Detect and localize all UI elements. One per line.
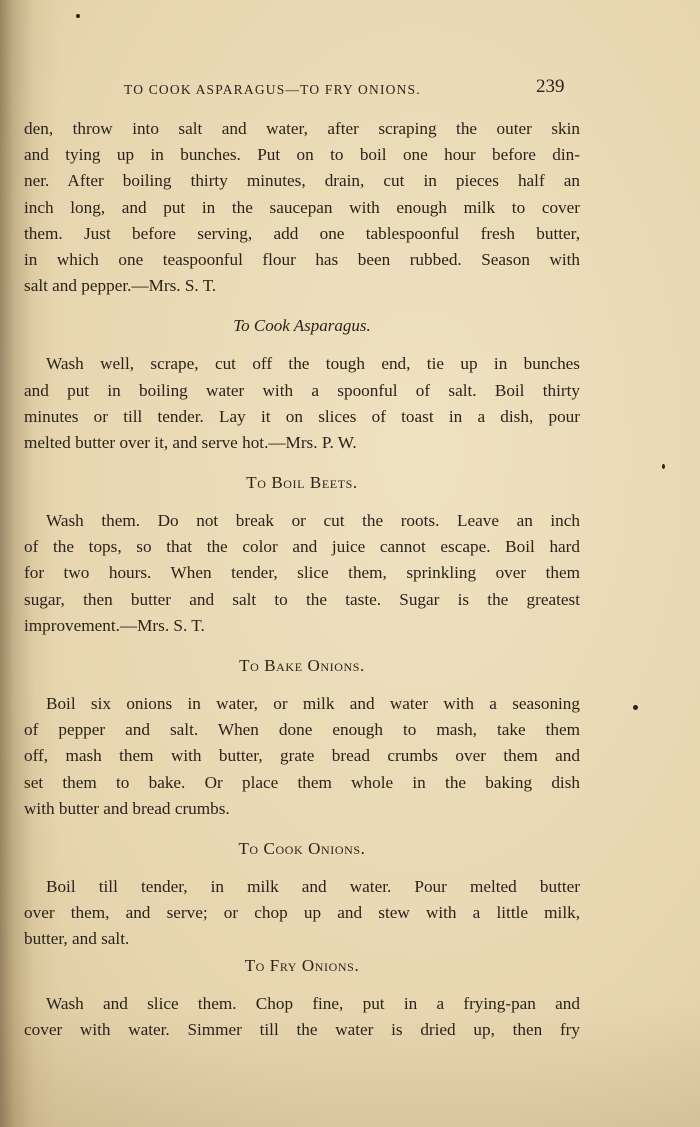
page-number: 239 [536,76,565,97]
running-title: TO COOK ASPARAGUS—TO FRY ONIONS. [124,82,421,97]
text-line: Boil till tender, in milk and water. Pour melted butter [46,876,580,896]
text-line: for two hours. When tender, slice them, sprinkling over them [24,563,580,583]
text-line: den, throw into salt and water, after scraping the outer skin [24,119,580,138]
text-line: Boil six onions in water, or milk and water with a seasoning [46,694,580,713]
recipe-cook-asparagus [24,313,580,456]
intro-paragraph [24,116,580,299]
recipe-heading: To Bake Onions. [239,656,365,675]
ink-speck [76,14,80,18]
text-line: sugar, then butter and salt to the taste. Sugar is the greatest [24,589,580,609]
text-line: melted butter over it, and serve hot.—Mrs. P. W. [24,432,357,452]
page-body [24,116,580,1043]
text-line: off, mash them with butter, grate bread crumbs over them and [24,746,580,766]
text-line: ner. After boiling thirty minutes, drain, cut in pieces half an [24,171,580,191]
text-line: and tying up in bunches. Put on to boil one hour before din- [24,145,580,165]
recipe-boil-beets [24,470,580,639]
ink-speck [662,464,665,469]
text-line: of the tops, so that the color and juice cannot escape. Boil hard [24,537,580,557]
text-line: set them to bake. Or place them whole in the baking dish [24,772,580,792]
text-line: butter, and salt. [24,929,130,949]
text-line: of pepper and salt. When done enough to mash, take them [24,720,580,740]
text-line: inch long, and put in the saucepan with enough milk to cover [24,197,580,217]
text-line: improvement.—Mrs. S. T. [24,615,205,635]
text-line: salt and pepper.—Mrs. S. T. [24,276,217,296]
text-line: minutes or till tender. Lay it on slices of toast in a dish, pour [24,406,580,426]
text-line: Wash well, scrape, cut off the tough end, tie up in bunches [46,354,580,374]
text-line: Wash and slice them. Chop fine, put in a frying-pan and [46,993,580,1013]
recipe-bake-onions [24,653,580,822]
recipe-heading: To Cook Onions. [238,838,366,858]
text-line: Wash them. Do not break or cut the roots. Leave an inch [46,511,580,531]
recipe-cook-onions [24,836,580,953]
recipe-heading: To Boil Beets. [246,473,358,493]
text-line: and put in boiling water with a spoonful of salt. Boil thirty [24,380,580,400]
recipe-heading: To Fry Onions. [244,955,360,975]
recipe-fry-onions [24,953,580,1043]
text-line: with butter and bread crumbs. [24,798,230,818]
running-head [0,74,700,104]
ink-speck [633,705,638,710]
text-line: them. Just before serving, add one tablespoonful fresh butter, [24,223,580,243]
text-line: over them, and serve; or chop up and stew with a little milk, [24,903,580,923]
text-line: in which one teaspoonful flour has been rubbed. Season with [24,249,580,269]
text-line: cover with water. Simmer till the water is dried up, then fry [24,1019,580,1039]
recipe-heading: To Cook Asparagus. [233,316,371,336]
